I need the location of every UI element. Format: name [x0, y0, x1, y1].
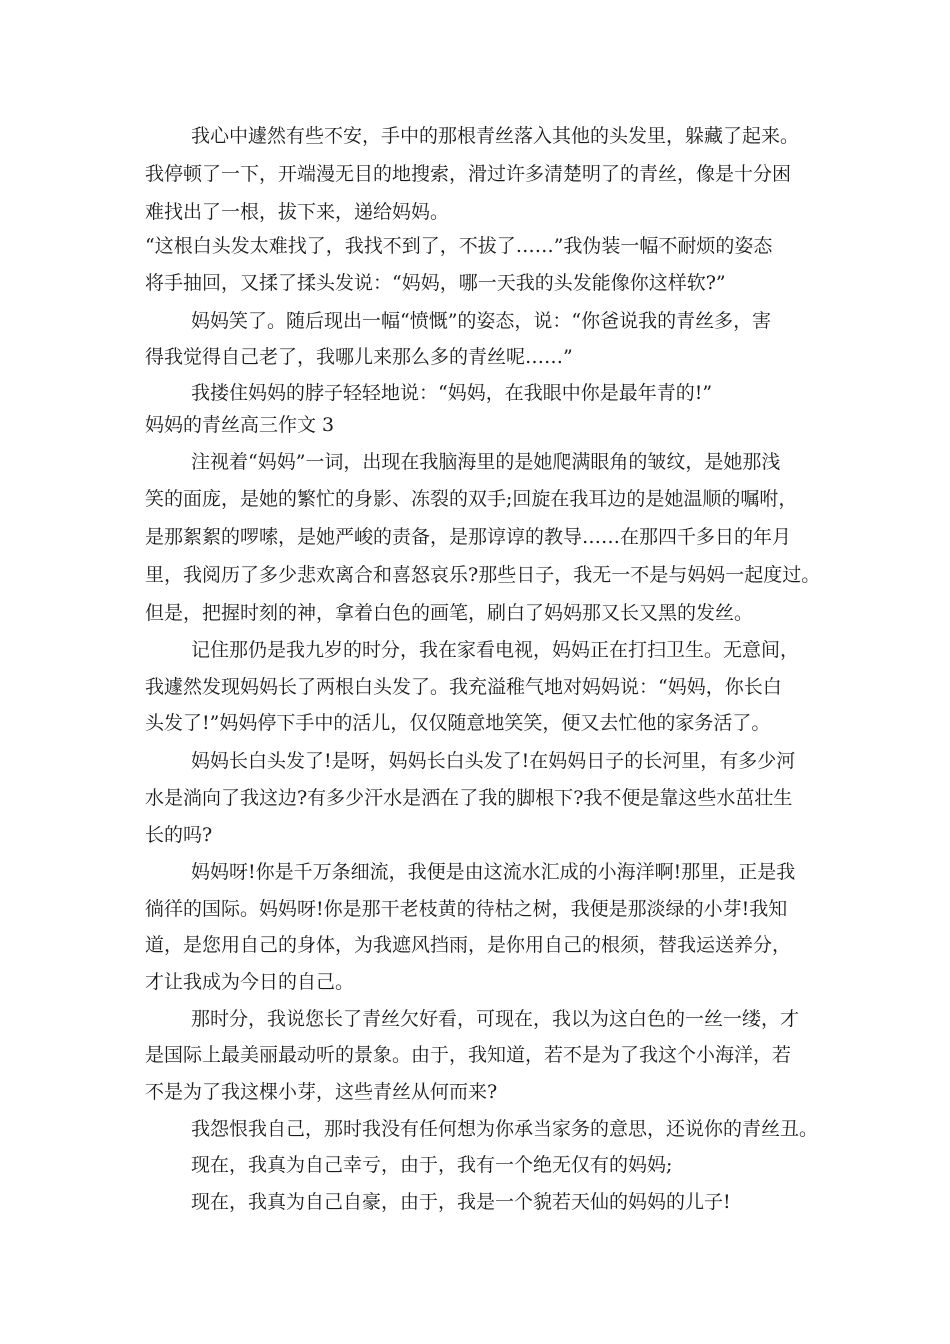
paragraph-line: 记住那仍是我九岁的时分，我在家看电视，妈妈正在打扫卫生。无意间， [191, 639, 800, 661]
section-heading: 妈妈的青丝高三作文 3 [145, 414, 335, 436]
paragraph-line: 才让我成为今日的自己。 [145, 971, 355, 993]
paragraph-line: 我怨恨我自己，那时我没有任何想为你承当家务的意思，还说你的青丝丑。 [191, 1118, 819, 1140]
paragraph-line: 是国际上最美丽最动听的景象。由于，我知道，若不是为了我这个小海洋，若 [145, 1044, 792, 1066]
paragraph-line: 现在，我真为自己自豪，由于，我是一个貌若天仙的妈妈的儿子! [191, 1191, 731, 1213]
paragraph-line: 将手抽回，又揉了揉头发说：“妈妈，哪一天我的头发能像你这样软?” [145, 272, 726, 294]
paragraph-line: 难找出了一根，拔下来，递给妈妈。 [145, 201, 450, 223]
paragraph-line: 得我觉得自己老了，我哪儿来那么多的青丝呢……” [145, 346, 573, 368]
paragraph-line: 妈妈呀!你是千万条细流，我便是由这流水汇成的小海洋啊!那里，正是我 [191, 861, 796, 883]
paragraph-line: 那时分，我说您长了青丝欠好看，可现在，我以为这白色的一丝一缕，才 [191, 1008, 800, 1030]
paragraph-line: 是那絮絮的啰嗦，是她严峻的责备，是那谆谆的教导……在那四千多日的年月 [145, 526, 792, 548]
paragraph-line: 注视着“妈妈”一词，出现在我脑海里的是她爬满眼角的皱纹，是她那浅 [191, 451, 781, 473]
paragraph-line: 头发了!”妈妈停下手中的活儿，仅仅随意地笑笑，便又去忙他的家务活了。 [145, 712, 771, 734]
paragraph-line: “这根白头发太难找了，我找不到了，不拔了……”我伪装一幅不耐烦的姿态 [145, 235, 773, 257]
paragraph-line: 道，是您用自己的身体，为我遮风挡雨，是你用自己的根须，替我运送养分， [145, 934, 792, 956]
paragraph-line: 现在，我真为自己幸亏，由于，我有一个绝无仅有的妈妈; [191, 1154, 673, 1176]
paragraph-line: 不是为了我这棵小芽，这些青丝从何而来? [145, 1081, 498, 1103]
paragraph-line: 我停顿了一下，开端漫无目的地搜索，滑过许多清楚明了的青丝，像是十分困 [145, 163, 792, 185]
paragraph-line: 我遽然发现妈妈长了两根白头发了。我充溢稚气地对妈妈说：“妈妈，你长白 [145, 676, 782, 698]
paragraph-line: 里，我阅历了多少悲欢离合和喜怒哀乐?那些日子，我无一不是与妈妈一起度过。 [145, 564, 821, 586]
paragraph-line: 长的吗? [145, 824, 213, 846]
paragraph-line: 我搂住妈妈的脖子轻轻地说：“妈妈，在我眼中你是最年青的!” [191, 382, 713, 404]
paragraph-line: 徜徉的国际。妈妈呀!你是那干老枝黄的待枯之树，我便是那淡绿的小芽!我知 [145, 898, 788, 920]
paragraph-line: 但是，把握时刻的神，拿着白色的画笔，刷白了妈妈那又长又黑的发丝。 [145, 602, 754, 624]
paragraph-line: 妈妈笑了。随后现出一幅“愤慨”的姿态，说：“你爸说我的青丝多，害 [191, 310, 772, 332]
paragraph-line: 水是淌向了我这边?有多少汗水是洒在了我的脚根下?我不便是靠这些水茁壮生 [145, 787, 793, 809]
paragraph-line: 我心中遽然有些不安，手中的那根青丝落入其他的头发里，躲藏了起来。 [191, 125, 800, 147]
paragraph-line: 笑的面庞，是她的繁忙的身影、冻裂的双手;回旋在我耳边的是她温顺的嘱咐， [145, 488, 798, 510]
paragraph-line: 妈妈长白头发了!是呀，妈妈长白头发了!在妈妈日子的长河里，有多少河 [191, 750, 796, 772]
